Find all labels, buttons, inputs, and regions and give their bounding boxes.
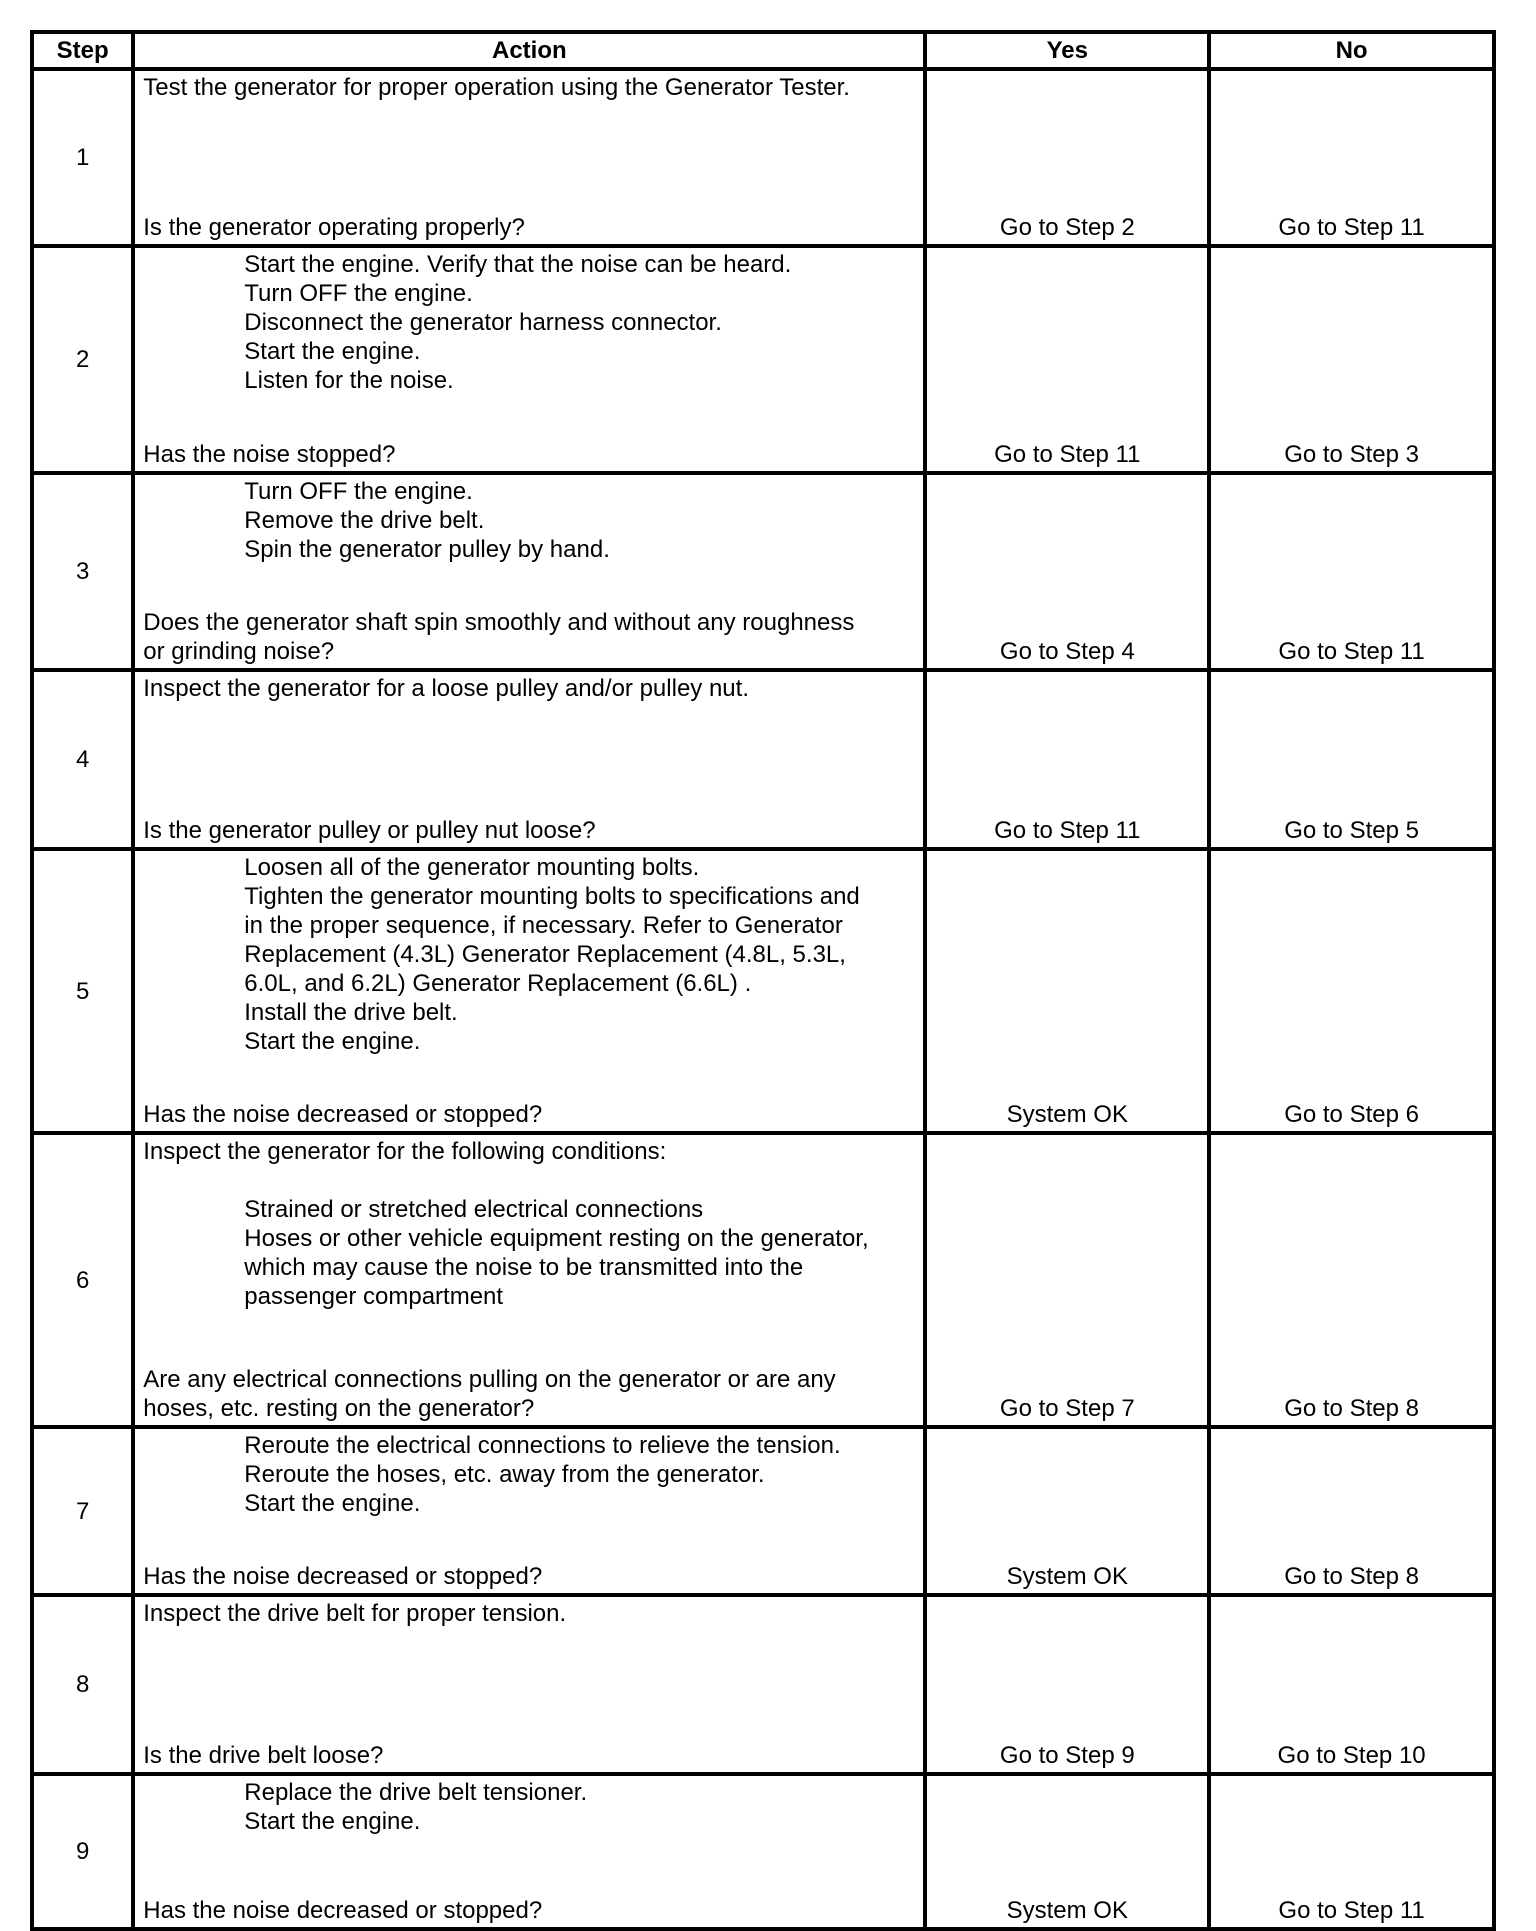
action-cell (133, 246, 925, 473)
action-step-text: Strained or stretched electrical connections (244, 1196, 704, 1223)
action-intro-text: Inspect the drive belt for proper tension. (143, 1600, 567, 1627)
action-instructions (143, 248, 915, 395)
action-question (143, 1896, 915, 1927)
no-result: Go to Step 8 (1209, 1133, 1494, 1427)
action-instructions (143, 1597, 915, 1628)
yes-result: Go to Step 4 (925, 473, 1209, 670)
action-step-text: 6.0L, and 6.2L) Generator Replacement (6.6L) . (244, 970, 752, 997)
table-row (32, 849, 1494, 1133)
action-intro-text: Inspect the generator for a loose pulley and/or pulley nut. (143, 675, 749, 702)
table-row (32, 246, 1494, 473)
action-step-text: Disconnect the generator harness connector. (244, 309, 722, 336)
yes-result: System OK (925, 849, 1209, 1133)
question-text: Are any electrical connections pulling on the generator or are any (143, 1366, 836, 1393)
action-question (143, 1365, 915, 1425)
action-cell (133, 1133, 925, 1427)
step-number: 8 (32, 1595, 133, 1774)
action-instructions (143, 672, 915, 703)
action-step-text: Hoses or other vehicle equipment resting on the generator, (244, 1225, 869, 1252)
step-number: 7 (32, 1427, 133, 1595)
action-step-text: Replace the drive belt tensioner. (244, 1779, 588, 1806)
action-cell (133, 1427, 925, 1595)
action-cell (133, 849, 925, 1133)
no-result: Go to Step 10 (1209, 1595, 1494, 1774)
yes-result: System OK (925, 1427, 1209, 1595)
action-step-text: Listen for the noise. (244, 367, 454, 394)
action-step-text: in the proper sequence, if necessary. Refer to Generator (244, 912, 843, 939)
no-result: Go to Step 11 (1209, 69, 1494, 246)
yes-result: Go to Step 11 (925, 670, 1209, 849)
action-step-text: Turn OFF the engine. (244, 280, 473, 307)
step-number: 9 (32, 1774, 133, 1929)
action-intro-text: Inspect the generator for the following conditions: (143, 1138, 667, 1165)
action-step-text: Tighten the generator mounting bolts to specifications and (244, 883, 860, 910)
action-instructions (143, 1776, 915, 1836)
action-step-text: Start the engine. (244, 1490, 421, 1517)
action-step-text: which may cause the noise to be transmitted into the (244, 1254, 804, 1281)
table-row (32, 1774, 1494, 1929)
table-row (32, 1133, 1494, 1427)
action-cell (133, 1774, 925, 1929)
diagnostic-table (30, 30, 1496, 1931)
action-question (143, 213, 915, 244)
question-text: Has the noise stopped? (143, 441, 396, 468)
action-step-text: Reroute the hoses, etc. away from the generator. (244, 1461, 765, 1488)
action-step-text: Turn OFF the engine. (244, 478, 473, 505)
action-question (143, 1741, 915, 1772)
no-result: Go to Step 8 (1209, 1427, 1494, 1595)
question-text: or grinding noise? (143, 638, 335, 665)
step-number: 1 (32, 69, 133, 246)
action-step-text: Replacement (4.3L) Generator Replacement (4.8L, 5.3L, (244, 941, 846, 968)
action-step-text: Reroute the electrical connections to relieve the tension. (244, 1432, 841, 1459)
action-step-text: Install the drive belt. (244, 999, 458, 1026)
yes-result: Go to Step 2 (925, 69, 1209, 246)
yes-result: Go to Step 9 (925, 1595, 1209, 1774)
step-number: 3 (32, 473, 133, 670)
action-instructions (143, 851, 915, 1056)
question-text: hoses, etc. resting on the generator? (143, 1395, 535, 1422)
header-action: Action (133, 32, 925, 69)
action-instructions (143, 1429, 915, 1518)
action-instructions (143, 475, 915, 564)
action-question (143, 816, 915, 847)
question-text: Has the noise decreased or stopped? (143, 1897, 543, 1924)
no-result: Go to Step 3 (1209, 246, 1494, 473)
action-cell (133, 670, 925, 849)
no-result: Go to Step 11 (1209, 1774, 1494, 1929)
action-cell (133, 1595, 925, 1774)
table-row (32, 670, 1494, 849)
no-result: Go to Step 11 (1209, 473, 1494, 670)
action-question (143, 440, 915, 471)
table-row (32, 1427, 1494, 1595)
action-question (143, 1562, 915, 1593)
question-text: Has the noise decreased or stopped? (143, 1563, 543, 1590)
table-row (32, 69, 1494, 246)
action-step-text: Loosen all of the generator mounting bolts. (244, 854, 700, 881)
action-question (143, 608, 915, 668)
action-cell (133, 69, 925, 246)
action-step-text: Spin the generator pulley by hand. (244, 536, 610, 563)
action-intro-text: Test the generator for proper operation using the Generator Tester. (143, 74, 850, 101)
no-result: Go to Step 5 (1209, 670, 1494, 849)
action-step-text: Remove the drive belt. (244, 507, 485, 534)
table-row (32, 473, 1494, 670)
action-step-text: Start the engine. (244, 338, 421, 365)
header-yes: Yes (925, 32, 1209, 69)
yes-result: Go to Step 7 (925, 1133, 1209, 1427)
action-step-text: passenger compartment (244, 1283, 504, 1310)
table-row (32, 1595, 1494, 1774)
step-number: 5 (32, 849, 133, 1133)
action-step-text: Start the engine. Verify that the noise can be heard. (244, 251, 792, 278)
header-row (32, 32, 1494, 69)
action-step-text: Start the engine. (244, 1808, 421, 1835)
action-instructions (143, 1135, 915, 1311)
yes-result: Go to Step 11 (925, 246, 1209, 473)
step-number: 6 (32, 1133, 133, 1427)
yes-result: System OK (925, 1774, 1209, 1929)
no-result: Go to Step 6 (1209, 849, 1494, 1133)
action-step-text: Start the engine. (244, 1028, 421, 1055)
header-step: Step (32, 32, 133, 69)
action-instructions (143, 71, 915, 102)
action-question (143, 1100, 915, 1131)
header-no: No (1209, 32, 1494, 69)
step-number: 4 (32, 670, 133, 849)
action-cell (133, 473, 925, 670)
question-text: Is the drive belt loose? (143, 1742, 384, 1769)
question-text: Has the noise decreased or stopped? (143, 1101, 543, 1128)
question-text: Is the generator pulley or pulley nut loose? (143, 817, 596, 844)
question-text: Does the generator shaft spin smoothly and without any roughness (143, 609, 855, 636)
step-number: 2 (32, 246, 133, 473)
question-text: Is the generator operating properly? (143, 214, 525, 241)
